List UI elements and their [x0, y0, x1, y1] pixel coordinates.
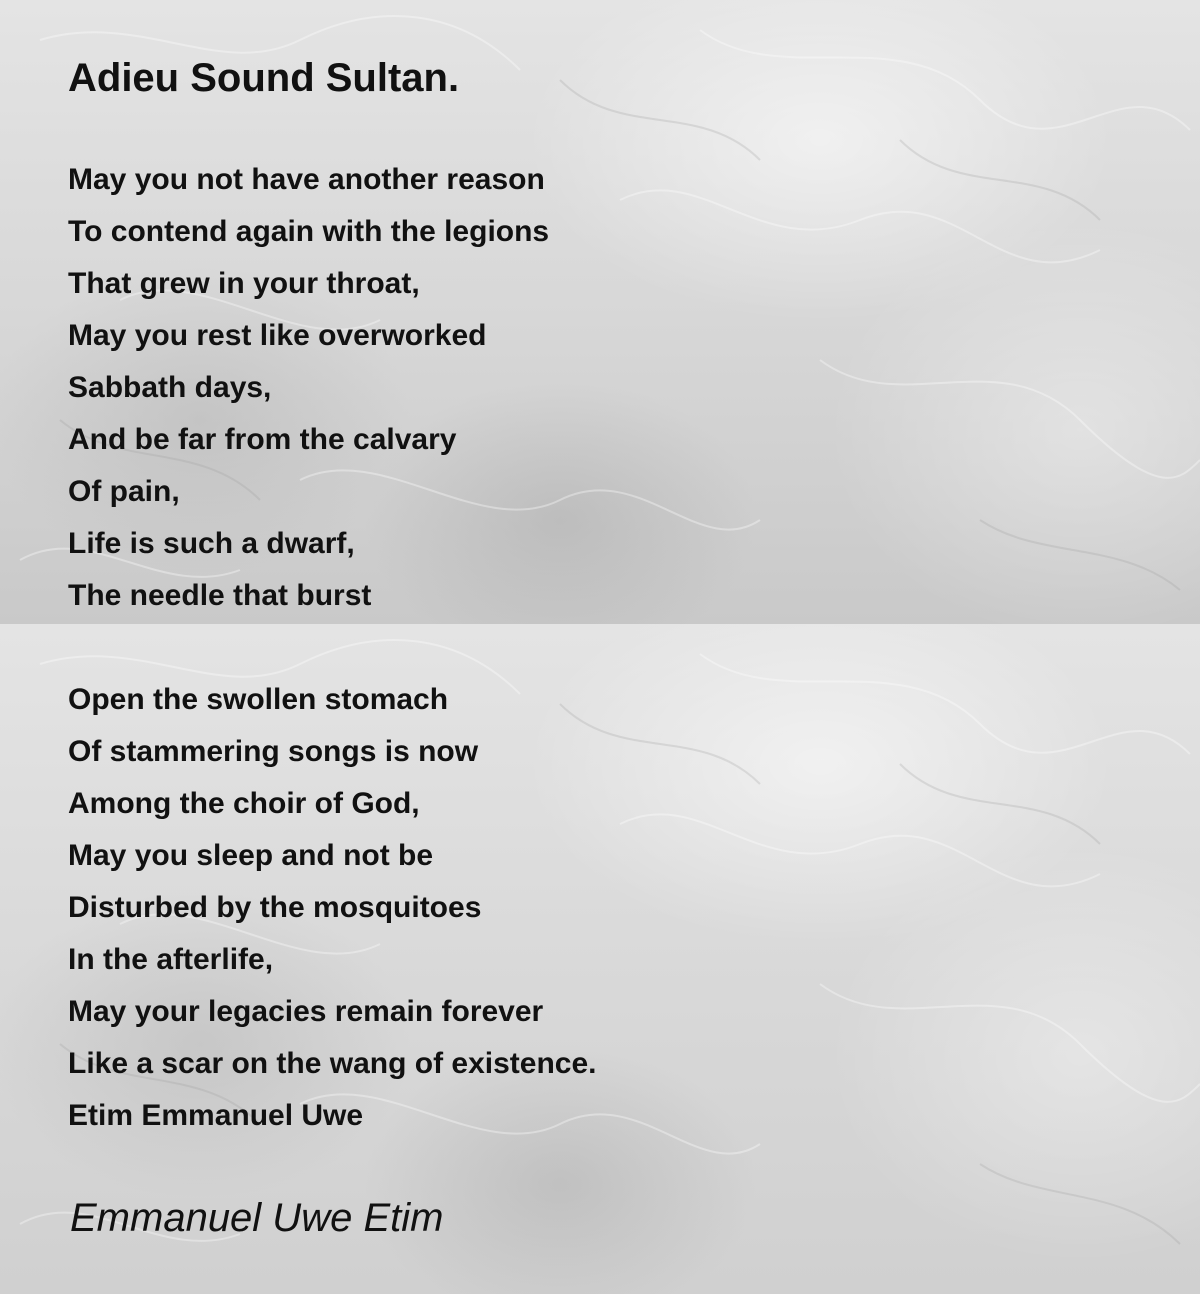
poem-line: Open the swollen stomach: [68, 683, 449, 716]
poem-line: That grew in your throat,: [68, 267, 420, 300]
poem-line: Etim Emmanuel Uwe: [68, 1099, 364, 1132]
poem-line: Sabbath days,: [68, 371, 272, 404]
poem-stanza-2: [68, 674, 597, 1142]
poem-line: Among the choir of God,: [68, 787, 420, 820]
poem-line: May you sleep and not be: [68, 839, 434, 872]
poem-line: May you not have another reason: [68, 163, 545, 196]
poem-line: Life is such a dwarf,: [68, 527, 355, 560]
poem-line: Like a scar on the wang of existence.: [68, 1047, 597, 1080]
poem-line: And be far from the calvary: [68, 423, 457, 456]
poem-line: Of pain,: [68, 475, 180, 508]
author-signature: Emmanuel Uwe Etim: [70, 1196, 444, 1240]
poem-line: Of stammering songs is now: [68, 735, 479, 768]
poem-line: The needle that burst: [68, 579, 372, 612]
poem-line: May you rest like overworked: [68, 319, 487, 352]
poem-title: Adieu Sound Sultan.: [68, 56, 460, 100]
poem-line: In the afterlife,: [68, 943, 274, 976]
poem-line: May your legacies remain forever: [68, 995, 544, 1028]
poem-line: To contend again with the legions: [68, 215, 550, 248]
poem-stanza-1: [68, 154, 549, 622]
poem-line: Disturbed by the mosquitoes: [68, 891, 482, 924]
